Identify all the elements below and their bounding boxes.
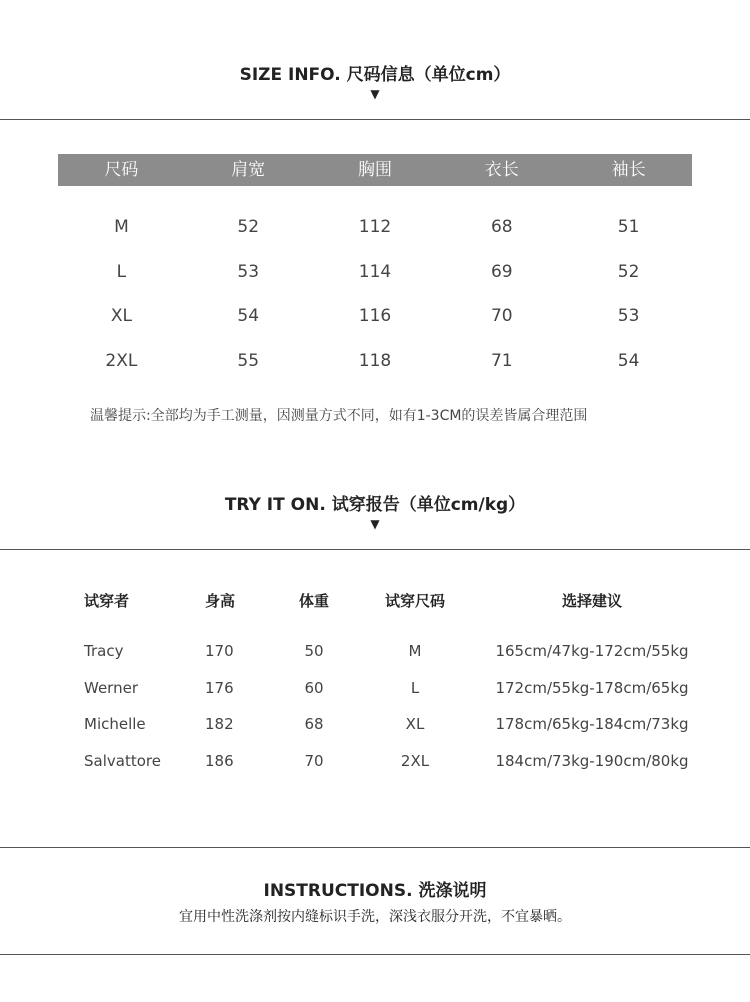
table-row: [58, 205, 692, 250]
table-row: [58, 250, 692, 295]
tester-recommendation: 165cm/47kg-172cm/55kg: [495, 642, 689, 660]
column-header-weight: 体重: [298, 592, 329, 610]
divider: [0, 119, 750, 120]
tester-size: XL: [405, 715, 425, 733]
tester-name: Tracy: [84, 642, 124, 660]
tester-name: Michelle: [84, 715, 146, 733]
size-cell: XL: [110, 306, 132, 327]
try-on-table-header: [0, 589, 750, 613]
length-cell: 71: [490, 351, 513, 372]
tester-size: L: [410, 679, 420, 697]
table-row: [0, 676, 750, 700]
tester-size: 2XL: [400, 752, 430, 770]
table-row: [0, 749, 750, 773]
column-header-height: 身高: [205, 592, 236, 610]
size-cell: 2XL: [105, 351, 138, 372]
shoulder-cell: 52: [237, 217, 260, 237]
divider: [0, 954, 750, 955]
column-header-length: 衣长: [484, 160, 519, 180]
tester-recommendation: 178cm/65kg-184cm/73kg: [495, 715, 689, 733]
size-cell: M: [114, 217, 129, 237]
tester-recommendation: 184cm/73kg-190cm/80kg: [495, 752, 689, 770]
table-row: [0, 712, 750, 736]
tester-height: 170: [205, 642, 234, 660]
size-info-arrow-icon: ▼: [370, 87, 380, 101]
measurement-note: 温馨提示:全部均为手工测量，因测量方式不同，如有1-3CM的误差皆属合理范围: [90, 408, 588, 424]
shoulder-cell: 55: [237, 351, 260, 372]
size-table-header: [58, 154, 692, 186]
tester-height: 186: [205, 752, 234, 770]
tester-height: 176: [205, 679, 234, 697]
try-on-arrow-icon: ▼: [370, 517, 380, 531]
column-header-sleeve: 袖长: [611, 160, 646, 180]
tester-weight: 60: [304, 679, 324, 697]
chest-cell: 112: [358, 217, 392, 237]
instructions-text: 宜用中性洗涤剂按内缝标识手洗，深浅衣服分开洗，不宜暴晒。: [179, 909, 571, 925]
divider: [0, 549, 750, 550]
column-header-shoulder: 肩宽: [231, 160, 266, 180]
tester-name: Salvattore: [84, 752, 161, 770]
sleeve-cell: 51: [617, 217, 640, 237]
column-header-tester: 试穿者: [84, 592, 130, 610]
size-info-title: SIZE INFO. 尺码信息（单位cm）: [239, 65, 511, 85]
sleeve-cell: 52: [617, 261, 640, 282]
tester-weight: 50: [304, 642, 324, 660]
tester-name: Werner: [84, 679, 138, 697]
tester-weight: 70: [304, 752, 324, 770]
length-cell: 70: [490, 306, 513, 327]
sleeve-cell: 54: [617, 351, 640, 372]
table-row: [0, 639, 750, 663]
table-row: [58, 294, 692, 339]
instructions-title: INSTRUCTIONS. 洗涤说明: [263, 881, 487, 901]
tester-weight: 68: [304, 715, 324, 733]
size-table-body: [58, 205, 692, 384]
column-header-size: 尺码: [104, 160, 139, 180]
chest-cell: 118: [358, 351, 392, 372]
tester-recommendation: 172cm/55kg-178cm/65kg: [495, 679, 689, 697]
length-cell: 69: [490, 261, 513, 282]
chest-cell: 116: [358, 306, 392, 327]
column-header-recommendation: 选择建议: [561, 592, 622, 610]
table-row: [58, 339, 692, 384]
size-cell: L: [116, 261, 127, 282]
column-header-try-size: 试穿尺码: [384, 592, 445, 610]
tester-height: 182: [205, 715, 234, 733]
try-on-title: TRY IT ON. 试穿报告（单位cm/kg）: [224, 495, 526, 515]
column-header-chest: 胸围: [357, 160, 392, 180]
length-cell: 68: [490, 217, 513, 237]
tester-size: M: [408, 642, 422, 660]
divider: [0, 847, 750, 848]
shoulder-cell: 54: [237, 306, 260, 327]
shoulder-cell: 53: [237, 261, 260, 282]
sleeve-cell: 53: [617, 306, 640, 327]
chest-cell: 114: [358, 261, 392, 282]
